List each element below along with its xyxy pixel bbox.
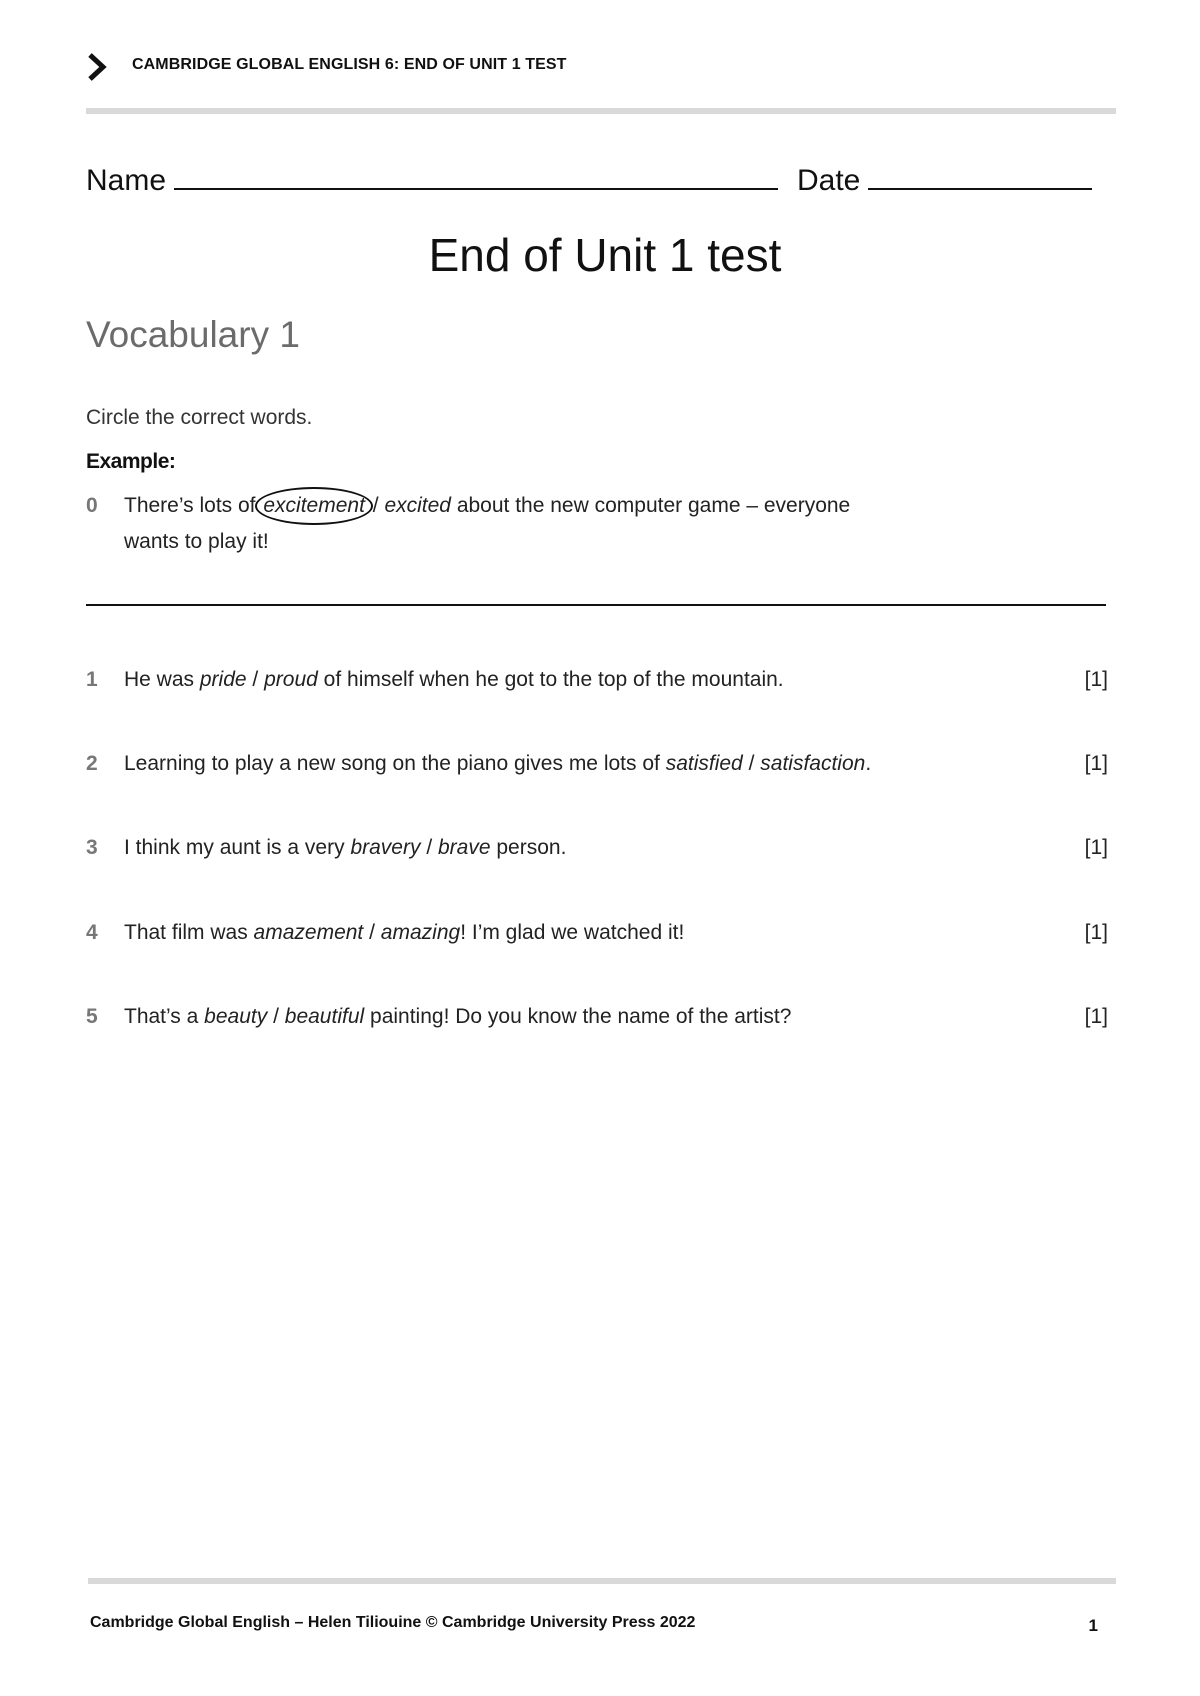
question-separator: / <box>252 668 259 691</box>
question-text-before: Learning to play a new song on the piano gives me lots of <box>124 752 660 775</box>
example-sentence <box>124 488 944 560</box>
example-text-line2: wants to play it! <box>124 530 269 553</box>
header-rule <box>86 108 1116 114</box>
example-separator: / <box>372 494 379 517</box>
question-separator: / <box>369 921 375 944</box>
example-number: 0 <box>86 494 98 517</box>
example-text-after: about the new computer game – everyone <box>456 494 851 517</box>
question-option-a[interactable]: amazement <box>253 921 364 944</box>
chevron-right-icon <box>86 52 108 82</box>
question-text-after: person. <box>496 836 567 859</box>
test-title: End of Unit 1 test <box>428 229 782 281</box>
question-text <box>124 662 1024 698</box>
question-option-b[interactable]: beautiful <box>284 1005 365 1028</box>
date-label: Date <box>797 164 861 197</box>
question-text <box>124 999 1024 1035</box>
question-text-before: He was <box>124 668 195 691</box>
question-text-before: I think my aunt is a very <box>124 836 345 859</box>
name-label: Name <box>86 164 167 197</box>
question-option-a[interactable]: pride <box>199 668 247 691</box>
question-option-a[interactable]: bravery <box>350 836 421 859</box>
question-separator: / <box>273 1005 279 1028</box>
question-separator: / <box>748 752 755 775</box>
section-title: Vocabulary 1 <box>86 314 300 355</box>
question-option-b[interactable]: satisfaction <box>760 752 866 775</box>
question-text-before: That film was <box>124 921 248 944</box>
question-text <box>124 746 1024 782</box>
header-title: CAMBRIDGE GLOBAL ENGLISH 6: END OF UNIT 1 TEST <box>132 56 567 73</box>
example-label: Example: <box>86 450 176 473</box>
question-number: 3 <box>86 836 98 859</box>
question-option-a[interactable]: satisfied <box>665 752 743 775</box>
question-separator: / <box>426 836 433 859</box>
question-text <box>124 830 1024 866</box>
question-number: 2 <box>86 752 98 775</box>
question-mark: [1] <box>1084 752 1108 775</box>
question-number: 1 <box>86 668 98 691</box>
question-mark: [1] <box>1084 836 1108 859</box>
instruction: Circle the correct words. <box>86 406 313 429</box>
question-mark: [1] <box>1084 668 1108 691</box>
date-field[interactable] <box>797 160 1092 198</box>
example-text-before: There’s lots of <box>124 494 256 517</box>
question-text-before: That’s a <box>124 1005 199 1028</box>
page-number: 1 <box>1088 1616 1098 1635</box>
example-circled-answer <box>255 487 373 525</box>
question-option-b[interactable]: brave <box>438 836 491 859</box>
question-text-after: painting! Do you know the name of the artist? <box>370 1005 792 1028</box>
question-number: 4 <box>86 921 98 944</box>
footer-rule <box>88 1578 1116 1584</box>
date-line[interactable] <box>868 160 1092 190</box>
question-text <box>124 915 1024 951</box>
question-text-after: ! I’m glad we watched it! <box>460 921 685 944</box>
question-text-after: of himself when he got to the top of the mountain. <box>323 668 784 691</box>
example-option-a: excitement <box>263 494 365 517</box>
example-option-b: excited <box>384 494 451 517</box>
question-mark: [1] <box>1084 921 1108 944</box>
name-field[interactable] <box>86 160 778 198</box>
section-divider <box>86 604 1106 606</box>
footer-copyright: Cambridge Global English – Helen Tiliouine © Cambridge University Press 2022 <box>90 1614 696 1631</box>
question-option-a[interactable]: beauty <box>204 1005 268 1028</box>
question-text-after: . <box>865 752 872 775</box>
question-option-b[interactable]: proud <box>264 668 318 691</box>
question-mark: [1] <box>1084 1005 1108 1028</box>
question-number: 5 <box>86 1005 98 1028</box>
name-line[interactable] <box>174 160 778 190</box>
question-option-b[interactable]: amazing <box>380 921 461 944</box>
